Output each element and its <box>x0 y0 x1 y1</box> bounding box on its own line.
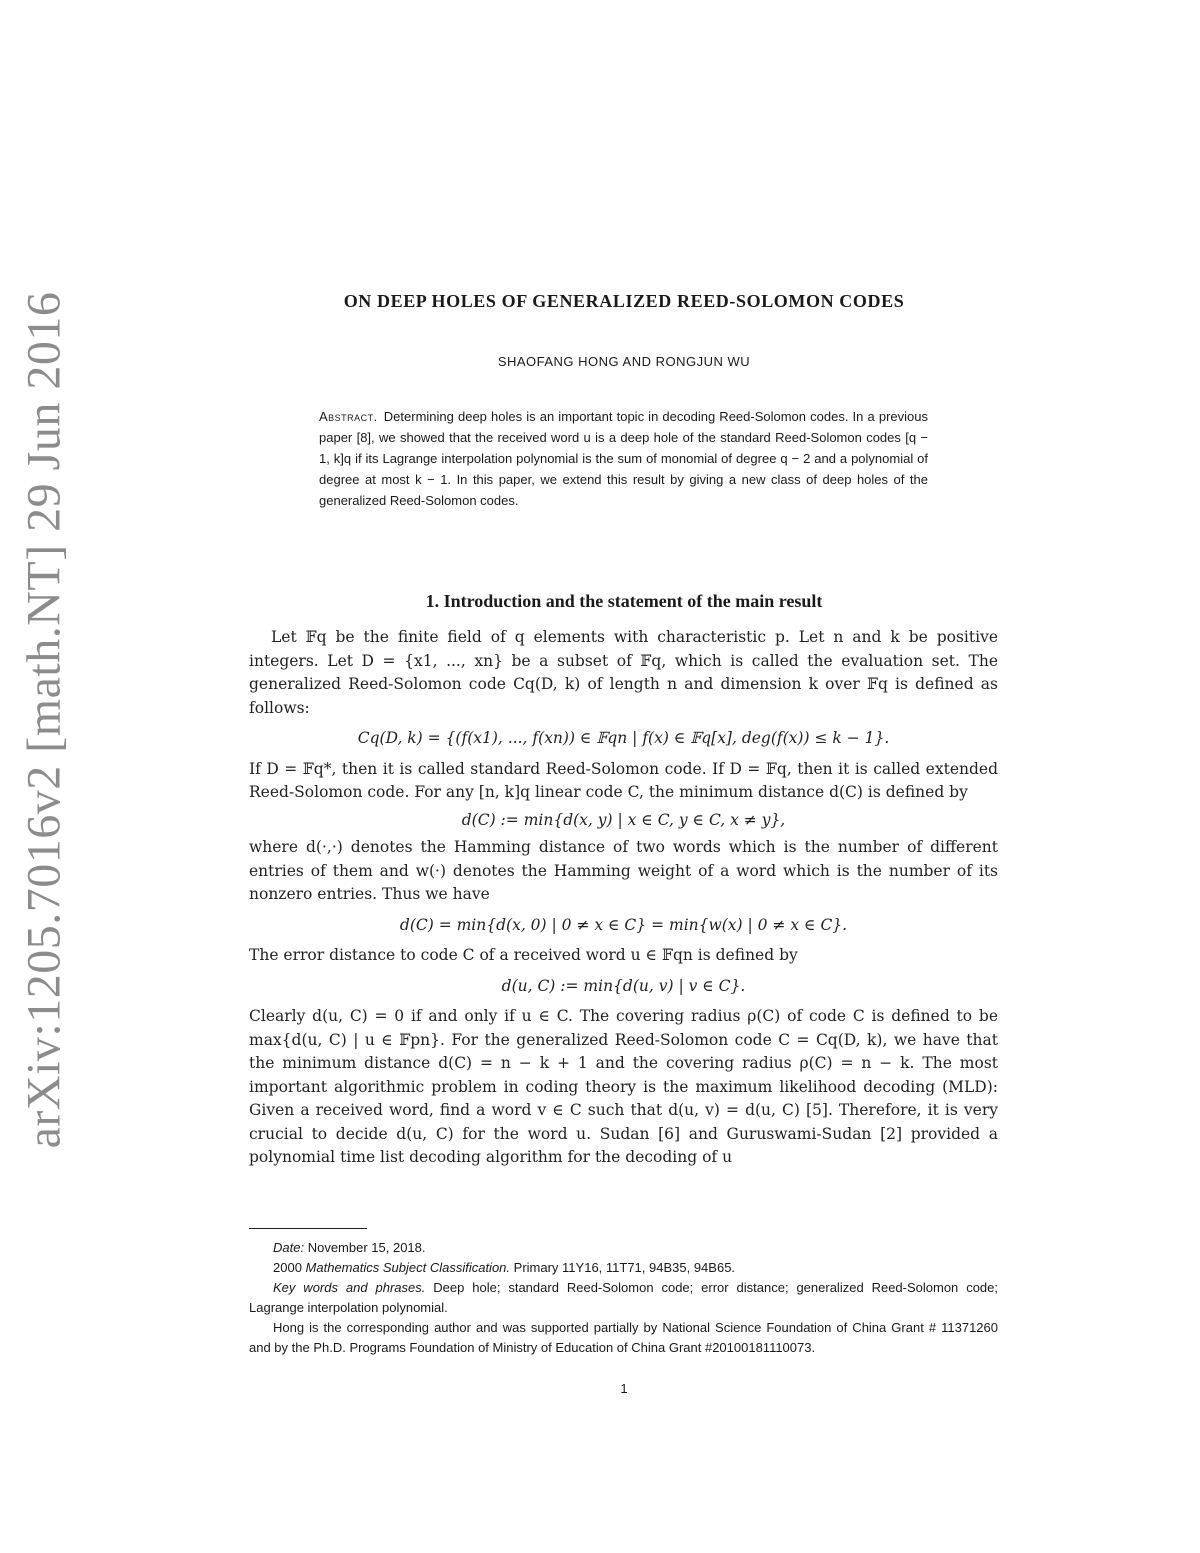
paragraph: Let 𝔽q be the finite field of q elements with characteristic p. Let n and k be positive integers. Let D = {x1, ..., xn} be a subset of 𝔽q, which is called the evaluation set. The generalized Reed-Solomon code Cq(D, k) of length n and dimension k over 𝔽q is defined as follows: <box>249 628 998 717</box>
paragraph: The error distance to code C of a received word u ∈ 𝔽qn is defined by <box>249 946 798 964</box>
footnote-keywords-value: Deep hole; standard Reed-Solomon code; error distance; generalized Reed-Solomon code; Lagrange interpolation polynomial. <box>249 1280 998 1315</box>
abstract-label: Abstract. <box>319 409 378 424</box>
footnote-msc-value: Primary 11Y16, 11T71, 94B35, 94B65. <box>513 1260 736 1275</box>
equation: d(C) := min{d(x, y) | x ∈ C, y ∈ C, x ≠ y}, <box>461 810 786 829</box>
body-text <box>249 626 998 1170</box>
footnote-keywords <box>249 1278 998 1318</box>
page-number: 1 <box>620 1381 628 1396</box>
footnote-msc-label: Mathematics Subject Classification. <box>305 1260 511 1275</box>
footnote-rule <box>249 1228 367 1229</box>
footnote-date-label: Date: <box>273 1240 305 1255</box>
footnote-funding: Hong is the corresponding author and was supported partially by National Science Foundation of China Grant # 11371260 and by the Ph.D. Programs Foundation of Ministry of Education of China Grant #20100181110073. <box>249 1320 998 1355</box>
arxiv-stamp-text: arXiv:1205.7016v2 [math.NT] 29 Jun 2016 <box>17 291 71 1149</box>
footnote-date-value: November 15, 2018. <box>307 1240 426 1255</box>
footnotes <box>249 1238 998 1358</box>
paper-authors: SHAOFANG HONG AND RONGJUN WU <box>497 354 751 369</box>
footnote-date <box>249 1238 998 1258</box>
arxiv-stamp <box>10 291 78 1149</box>
section-heading: 1. Introduction and the statement of the main result <box>425 591 823 611</box>
equation: Cq(D, k) = {(f(x1), ..., f(xn)) ∈ 𝔽qn | f(x) ∈ 𝔽q[x], deg(f(x)) ≤ k − 1}. <box>357 729 890 747</box>
abstract <box>319 406 928 511</box>
paragraph: where d(·,·) denotes the Hamming distance of two words which is the number of different entries of them and w(·) denotes the Hamming weight of a word which is the number of its nonzero entries. Thus we have <box>249 838 998 903</box>
paragraph: If D = 𝔽q*, then it is called standard Reed-Solomon code. If D = 𝔽q, then it is called extended Reed-Solomon code. For any [n, k]q linear code C, the minimum distance d(C) is defined by <box>249 759 998 801</box>
equation: d(u, C) := min{d(u, v) | v ∈ C}. <box>501 976 746 995</box>
equation: d(C) = min{d(x, 0) | 0 ≠ x ∈ C} = min{w(x) | 0 ≠ x ∈ C}. <box>399 915 848 934</box>
paragraph: Clearly d(u, C) = 0 if and only if u ∈ C. The covering radius ρ(C) of code C is defined to be max{d(u, C) | u ∈ 𝔽pn}. For the generalized Reed-Solomon code C = Cq(D, k), we have that the minimum distance d(C) = n − k + 1 and the covering radius ρ(C) = n − k. The most important algorithmic problem in coding theory is the maximum likelihood decoding (MLD): Given a received word, find a word v ∈ C such that d(u, v) = d(u, C) [5]. Therefore, it is very crucial to decide d(u, C) for the word u. Sudan [6] and Guruswami-Sudan [2] provided a polynomial time list decoding algorithm for the decoding of u <box>249 1007 998 1166</box>
footnote-msc <box>249 1258 998 1278</box>
abstract-text: Determining deep holes is an important topic in decoding Reed-Solomon codes. In a previous paper [8], we showed that the received word u is a deep hole of the standard Reed-Solomon codes [q − 1, k]q if its Lagrange interpolation polynomial is the sum of monomial of degree q − 2 and a polynomial of degree at most k − 1. In this paper, we extend this result by giving a new class of deep holes of the generalized Reed-Solomon codes. <box>319 409 928 508</box>
paper-title: ON DEEP HOLES OF GENERALIZED REED-SOLOMON CODES <box>343 291 905 311</box>
footnote-msc-prefix: 2000 <box>273 1260 302 1275</box>
footnote-keywords-label: Key words and phrases. <box>273 1280 426 1295</box>
